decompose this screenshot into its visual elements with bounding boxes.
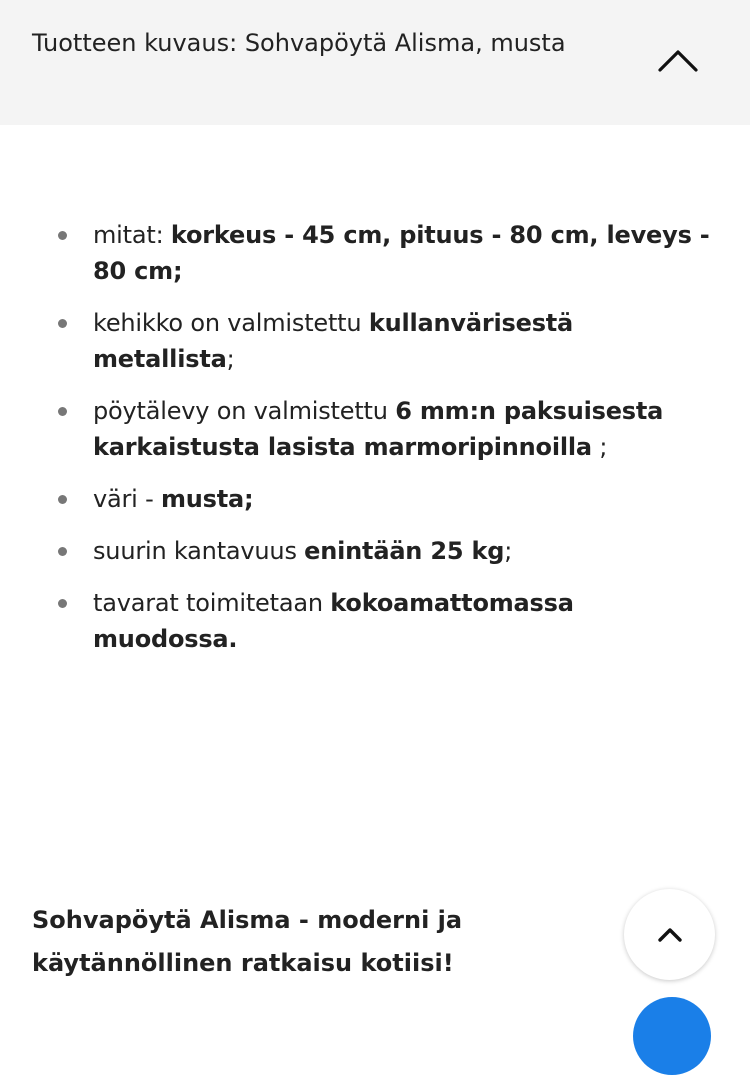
list-item: [0, 585, 750, 657]
feature-value: musta;: [160, 485, 254, 513]
list-item: [0, 481, 750, 517]
section-subheading: Sohvapöytä Alisma - moderni ja käytännöllinen ratkaisu kotiisi!: [32, 906, 463, 977]
list-item: [0, 533, 750, 569]
feature-value: 6 mm:n paksuisesta karkaistusta lasista marmoripinnoilla: [93, 397, 664, 461]
feature-value: enintään 25 kg: [304, 537, 505, 565]
list-item: [0, 217, 750, 289]
feature-label: tavarat toimitetaan: [93, 589, 331, 617]
accordion-title: Tuotteen kuvaus: Sohvapöytä Alisma, musta: [32, 29, 566, 57]
feature-value: korkeus - 45 cm, pituus - 80 cm, leveys - 80 cm;: [93, 221, 710, 285]
chat-button[interactable]: [633, 997, 711, 1075]
feature-value: kokoamattomassa muodossa.: [93, 589, 574, 653]
list-item: [0, 305, 750, 377]
feature-suffix: ;: [504, 537, 513, 565]
feature-label: suurin kantavuus: [93, 537, 305, 565]
bullet-icon: [58, 495, 67, 504]
feature-list: [0, 217, 750, 673]
bullet-icon: [58, 599, 67, 608]
bullet-icon: [58, 407, 67, 416]
bullet-icon: [58, 319, 67, 328]
feature-label: mitat:: [93, 221, 171, 249]
feature-suffix: ;: [591, 433, 608, 461]
scroll-to-top-button[interactable]: [624, 889, 715, 980]
bullet-icon: [58, 231, 67, 240]
feature-label: kehikko on valmistettu: [93, 309, 369, 337]
chevron-up-icon[interactable]: [656, 46, 700, 76]
feature-value: kullanvärisestä metallista: [93, 309, 574, 373]
bullet-icon: [58, 547, 67, 556]
list-item: [0, 393, 750, 465]
description-accordion-header[interactable]: [0, 0, 750, 125]
feature-suffix: ;: [226, 345, 235, 373]
feature-label: pöytälevy on valmistettu: [93, 397, 396, 425]
feature-label: väri -: [93, 485, 161, 513]
chevron-up-icon: [657, 925, 683, 943]
